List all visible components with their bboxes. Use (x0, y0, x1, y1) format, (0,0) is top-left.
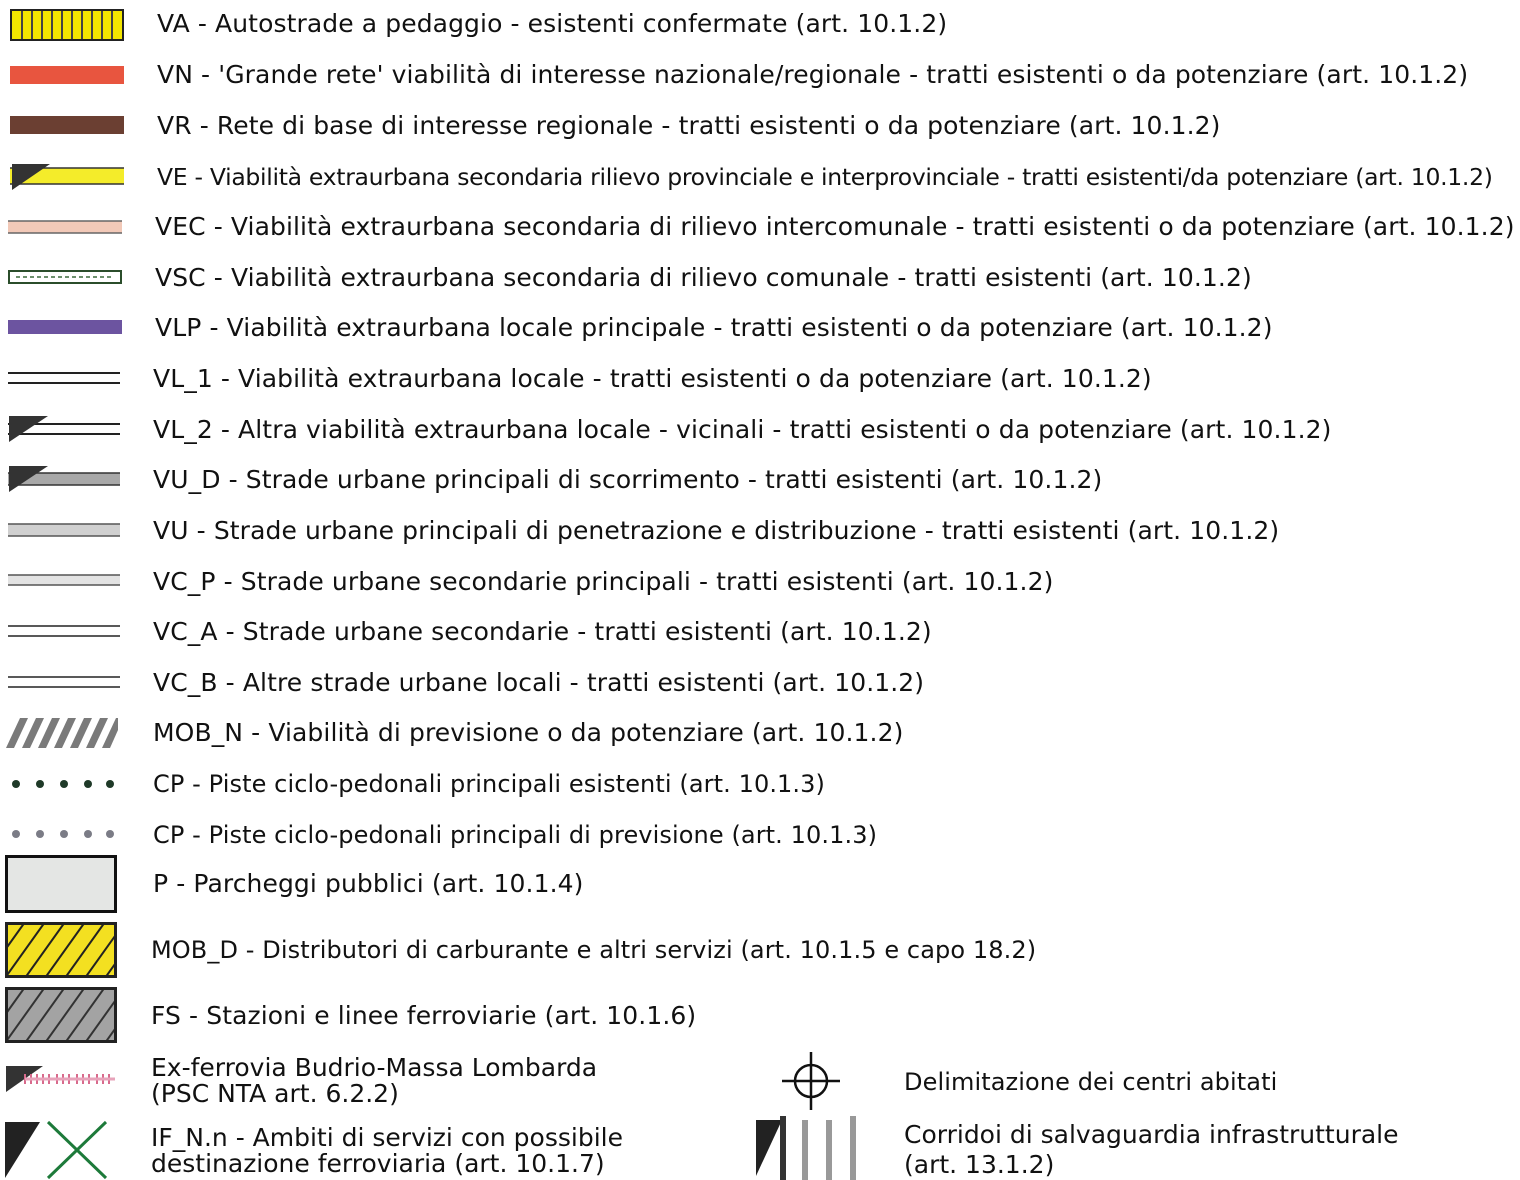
legend-label-fs: FS - Stazioni e linee ferroviarie (art. 10.1.6) (151, 1001, 697, 1030)
legend-label-if-n-1: IF_N.n - Ambiti di servizi con possibile (151, 1123, 623, 1152)
vcp-symbol (8, 573, 120, 587)
mobn-symbol (6, 718, 118, 748)
va-symbol (10, 9, 124, 41)
ve-symbol (10, 160, 124, 192)
mobd-symbol (5, 922, 117, 978)
vn-symbol (10, 66, 124, 84)
crosshair-icon (780, 1050, 842, 1112)
if-n-symbol (4, 1120, 108, 1180)
legend-label-cp-existing: CP - Piste ciclo-pedonali principali esistenti (art. 10.1.3) (153, 770, 825, 798)
cp-existing-symbol (10, 778, 116, 790)
legend-label-corridoi-1: Corridoi di salvaguardia infrastrutturale (904, 1120, 1399, 1149)
legend-label-p: P - Parcheggi pubblici (art. 10.1.4) (153, 869, 584, 898)
legend-label-mobd: MOB_D - Distributori di carburante e altri servizi (art. 10.1.5 e capo 18.2) (151, 936, 1037, 964)
vsc-symbol (8, 270, 122, 284)
p-symbol (5, 855, 117, 913)
vec-symbol (8, 218, 122, 236)
legend-label-vl2: VL_2 - Altra viabilità extraurbana locale - vicinali - tratti esistenti o da potenziare (art. 10.1.2) (153, 415, 1332, 444)
legend-label-ex-ferrovia-1: Ex-ferrovia Budrio-Massa Lombarda (151, 1053, 598, 1082)
legend-label-mobn: MOB_N - Viabilità di previsione o da potenziare (art. 10.1.2) (153, 718, 904, 747)
vlp-symbol (8, 320, 122, 334)
ex-ferrovia-symbol (5, 1062, 117, 1094)
legend-label-vr: VR - Rete di base di interesse regionale - tratti esistenti o da potenziare (art. 10.1.2) (157, 111, 1221, 140)
legend-label-vu: VU - Strade urbane principali di penetrazione e distribuzione - tratti esistenti (art. 10.1.2) (153, 516, 1280, 545)
legend-label-ex-ferrovia-2: (PSC NTA art. 6.2.2) (151, 1079, 399, 1108)
cp-planned-symbol (10, 828, 116, 840)
legend-label-vca: VC_A - Strade urbane secondarie - tratti esistenti (art. 10.1.2) (153, 617, 932, 646)
legend-label-vl1: VL_1 - Viabilità extraurbana locale - tratti esistenti o da potenziare (art. 10.1.2) (153, 364, 1152, 393)
legend-label-va: VA - Autostrade a pedaggio - esistenti confermate (art. 10.1.2) (157, 9, 948, 38)
vl2-symbol (8, 414, 120, 444)
vcb-symbol (8, 675, 120, 689)
legend-label-vsc: VSC - Viabilità extraurbana secondaria di rilievo comunale - tratti esistenti (art. 10.1.2) (155, 263, 1252, 292)
vl1-symbol (8, 370, 120, 386)
legend-label-vcb: VC_B - Altre strade urbane locali - tratti esistenti (art. 10.1.2) (153, 668, 925, 697)
legend-label-delimitazione: Delimitazione dei centri abitati (904, 1068, 1278, 1096)
vr-symbol (10, 116, 124, 134)
legend-label-vlp: VLP - Viabilità extraurbana locale principale - tratti esistenti o da potenziare (art. 10.1.2) (155, 313, 1273, 342)
legend-label-ve: VE - Viabilità extraurbana secondaria rilievo provinciale e interprovinciale - tratti esistenti/da potenziare (art. 10.1.2) (157, 163, 1493, 191)
legend-label-vn: VN - 'Grande rete' viabilità di interesse nazionale/regionale - tratti esistenti o da potenziare (art. 10.1.2) (157, 60, 1469, 89)
legend-label-vud: VU_D - Strade urbane principali di scorrimento - tratti esistenti (art. 10.1.2) (153, 465, 1103, 494)
vud-symbol (8, 464, 120, 494)
legend-label-vcp: VC_P - Strade urbane secondarie principali - tratti esistenti (art. 10.1.2) (153, 567, 1054, 596)
fs-symbol (5, 987, 117, 1043)
corridoi-symbol (754, 1116, 858, 1180)
legend-label-corridoi-2: (art. 13.1.2) (904, 1150, 1055, 1179)
legend-label-vec: VEC - Viabilità extraurbana secondaria di rilievo intercomunale - tratti esistenti o da potenziare (art. 10.1.2) (155, 212, 1515, 241)
legend-label-if-n-2: destinazione ferroviaria (art. 10.1.7) (151, 1149, 605, 1178)
vu-symbol (8, 522, 120, 538)
vca-symbol (8, 624, 120, 638)
legend-label-cp-planned: CP - Piste ciclo-pedonali principali di previsione (art. 10.1.3) (153, 821, 878, 849)
